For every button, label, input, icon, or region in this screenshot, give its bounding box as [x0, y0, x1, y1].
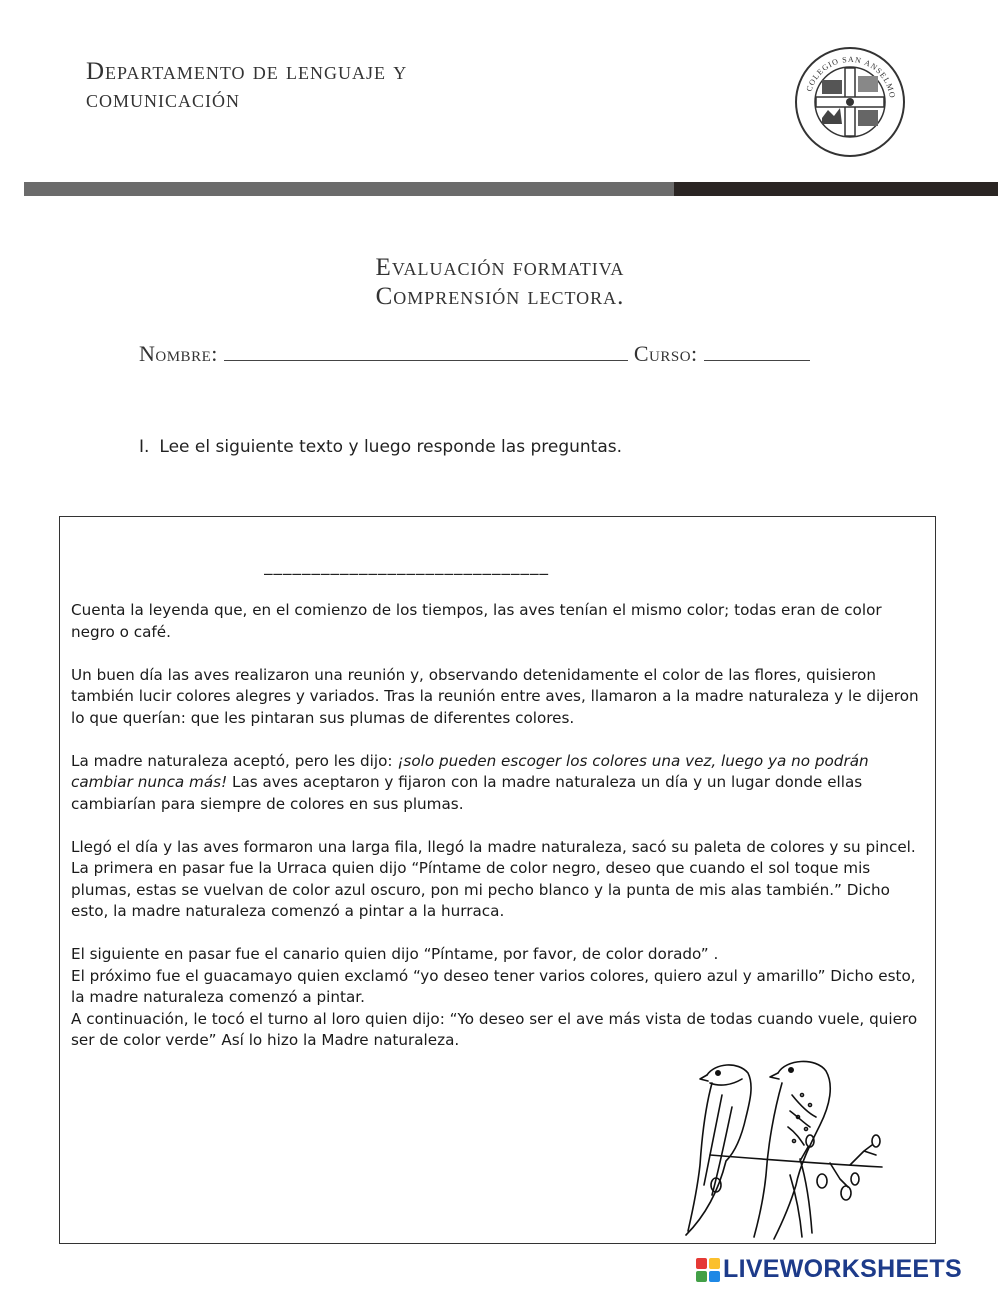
instruction-text: Lee el siguiente texto y luego responde las preguntas.: [159, 437, 623, 457]
department-line-1: Departamento de lenguaje y: [86, 58, 408, 85]
story-paragraph-3-quote: ¡solo pueden escoger los colores una vez, luego ya no podrán cambiar nunca más!: [71, 751, 869, 791]
course-label: Curso:: [633, 341, 698, 366]
story-paragraph-1: Cuenta la leyenda que, en el comienzo de los tiempos, las aves tenían el mismo color; todas eran de color negro o café.: [71, 601, 882, 641]
birds-on-branch-icon: [650, 1055, 890, 1240]
course-input-line[interactable]: [704, 338, 810, 361]
header-divider-light: [24, 182, 674, 196]
school-seal-icon: [794, 46, 906, 158]
page-title-line-2: Comprensión lectora.: [375, 283, 625, 310]
story-paragraph-2: Un buen día las aves realizaron una reunión y, observando detenidamente el color de las flores, quisieron también lucir colores alegres y variados. Tras la reunión entre aves, llamaron a la madre naturaleza y le dijeron lo que querían: que les pintaran sus plumas de diferentes colores.: [71, 665, 919, 727]
instruction-number: I.: [139, 437, 150, 457]
department-line-2: comunicación: [86, 86, 241, 113]
story-text: [71, 600, 926, 1052]
header-divider-dark: [674, 182, 998, 196]
liveworksheets-logo-icon: [696, 1258, 720, 1282]
department-heading: [86, 58, 407, 114]
name-input-line[interactable]: [224, 338, 628, 361]
student-fields: [139, 338, 816, 367]
story-paragraph-4: Llegó el día y las aves formaron una larga fila, llegó la madre naturaleza, sacó su paleta de colores y su pincel. La primera en pasar fue la Urraca quien dijo “Píntame de color negro, deseo que cuando el sol toque mis plumas, estas se vuelvan de color azul oscuro, pon mi pecho blanco y la punta de mis alas también.” Dicho esto, la madre naturaleza comenzó a pintar a la hurraca.: [71, 837, 916, 920]
story-paragraph-6: El próximo fue el guacamayo quien exclamó “yo deseo tener varios colores, quiero azul y amarillo” Dicho esto, la madre naturaleza comenzó a pintar.: [71, 966, 916, 1006]
svg-text:COLEGIO SAN ANSELMO: COLEGIO SAN ANSELMO: [804, 54, 897, 100]
story-paragraph-5: El siguiente en pasar fue el canario quien dijo “Píntame, por favor, de color dorado” .: [71, 945, 719, 963]
story-paragraph-3-end: Las aves aceptaron y fijaron con la madre naturaleza un día y un lugar donde ellas cambiarían para siempre de colores en sus plumas.: [71, 773, 863, 813]
story-paragraph-7: A continuación, le tocó el turno al loro quien dijo: “Yo deseo ser el ave más vista de todas cuando vuele, quiero ser de color verde” Así lo hizo la Madre naturaleza.: [71, 1009, 918, 1049]
story-paragraph-3: [71, 751, 926, 816]
name-label: Nombre:: [139, 341, 218, 366]
liveworksheets-brand: [696, 1255, 996, 1285]
instruction: [139, 437, 622, 457]
story-title-blank[interactable]: ______________________________: [264, 556, 549, 576]
story-paragraph-3-start: La madre naturaleza aceptó, pero les dijo:: [71, 751, 398, 770]
page-title-line-1: Evaluación formativa: [375, 254, 625, 281]
liveworksheets-wordmark: LIVEWORKSHEETS: [723, 1255, 962, 1283]
